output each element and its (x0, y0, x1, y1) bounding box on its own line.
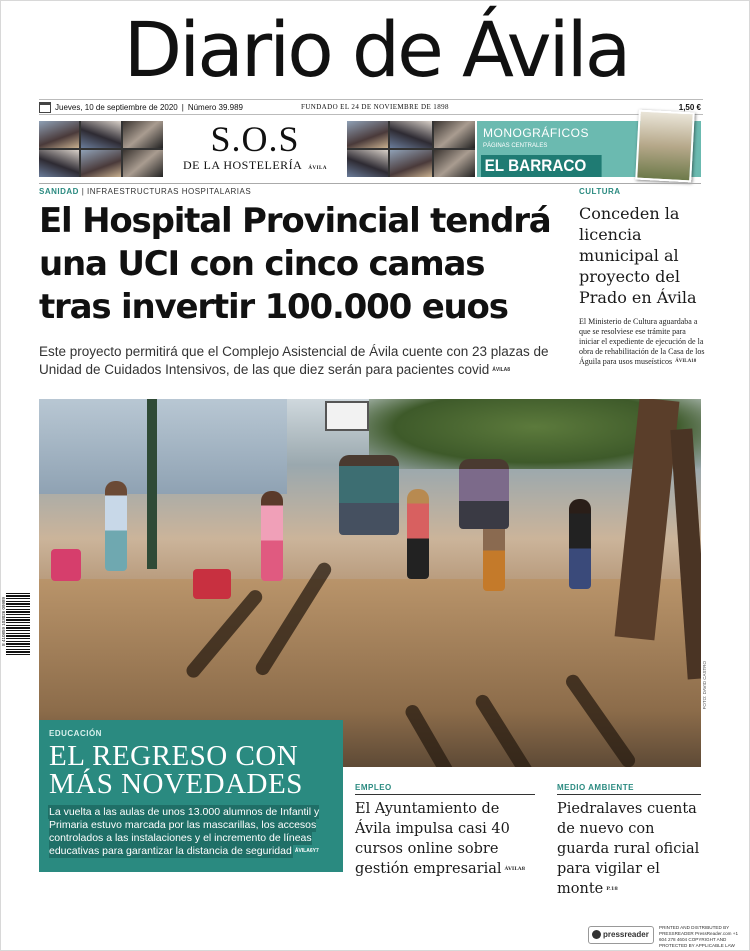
masthead-title: Diario de Ávila (123, 5, 629, 94)
price: 1,50 € (678, 102, 701, 112)
promo-photo-collage-left (39, 121, 163, 177)
child-figure (407, 489, 429, 579)
monograficos-place: EL BARRACO (481, 155, 602, 177)
pressreader-note: PRINTED AND DISTRIBUTED BY PRESSREADER PressReader.com +1 604 278 4604 COPYRIGHT AND PROTECTED BY APPLICABLE LAW (659, 925, 739, 948)
monograficos-promo[interactable] (477, 121, 701, 177)
monograficos-pages: PÁGINAS CENTRALES (483, 143, 548, 149)
dateline: Jueves, 10 de septiembre de 2020 | Número 39.989 FUNDADO EL 24 DE NOVIEMBRE DE 1898 1,50 € (39, 99, 703, 115)
medio-signature: P.18 (606, 886, 618, 892)
main-section: SANIDAD (39, 187, 79, 196)
medio-headline-text: Piedralaves cuenta de nuevo con guarda rural oficial para vigilar el monte (557, 801, 700, 897)
empleo-rule (355, 794, 535, 795)
main-subsection: | INFRAESTRUCTURAS HOSPITALARIAS (81, 187, 252, 196)
main-photo (39, 399, 701, 767)
photo-wall (39, 399, 287, 494)
cultura-body-text: El Ministerio de Cultura aguardaba a que se resolviese ese trámite para iniciar el expediente de ejecución de la obra de rehabilitación de la Casa de los Águila para usos museísticos (579, 317, 705, 366)
issue-number: Número 39.989 (187, 102, 243, 112)
educacion-signature: ÁVILA6Y7 (294, 848, 319, 854)
main-signature: ÁVILA8 (492, 367, 511, 374)
child-figure (105, 481, 127, 571)
main-headline[interactable]: El Hospital Provincial tendrá una UCI con cinco camas tras invertir 100.000 euos (39, 201, 551, 327)
barcode-number: 8 410859 103026 09989 (1, 597, 6, 646)
educacion-body-text: La vuelta a las aulas de unos 13.000 alumnos de Infantil y Primaria estuvo marcada por las mascarillas, los accesos controlados a las instalaciones y el incremento de líneas educativas para garantizar la distancia de seguridad (49, 806, 320, 858)
child-figure (569, 499, 591, 589)
sos-tag: ÁVILA (308, 166, 327, 171)
educacion-section: EDUCACIÓN (49, 729, 102, 738)
rolling-backpack (193, 569, 231, 599)
barcode (6, 593, 30, 657)
founded-line: FUNDADO EL 24 DE NOVIEMBRE DE 1898 (301, 103, 449, 111)
monograficos-title: MONOGRÁFICOS (483, 126, 590, 140)
educacion-headline: EL REGRESO CON MÁS NOVEDADES (49, 740, 303, 800)
basketball-hoop (325, 401, 369, 431)
empleo-headline-text: El Ayuntamiento de Ávila impulsa casi 40 cursos online sobre gestión empresarial (355, 801, 510, 877)
main-section-label (39, 187, 251, 196)
adults-group (339, 455, 399, 535)
monograficos-thumbnail (635, 110, 695, 183)
sos-title: S.O.S (210, 119, 300, 159)
photo-credit: FOTO: DAVID CASTRO (702, 661, 707, 710)
child-figure (261, 491, 283, 581)
promo-banner[interactable] (39, 121, 701, 177)
main-deck (39, 343, 561, 379)
educacion-box[interactable] (39, 720, 343, 872)
empleo-section-label: EMPLEO (355, 783, 392, 792)
issue-date: Jueves, 10 de septiembre de 2020 (55, 102, 178, 112)
medio-rule (557, 794, 701, 795)
educacion-body (49, 806, 339, 858)
rolling-backpack (51, 549, 81, 581)
empleo-headline[interactable] (355, 799, 531, 879)
divider (39, 183, 701, 184)
cultura-signature: ÁVILA10 (675, 359, 697, 365)
building-icon (39, 102, 51, 113)
medio-headline[interactable] (557, 799, 707, 899)
cultura-section-label: CULTURA (579, 187, 621, 196)
cultura-body (579, 317, 705, 367)
cultura-headline[interactable]: Conceden la licencia municipal al proyecto del Prado en Ávila (579, 204, 697, 307)
medio-section-label: MEDIO AMBIENTE (557, 783, 634, 792)
main-deck-text: Este proyecto permitirá que el Complejo Asistencial de Ávila cuente con 23 plazas de Unidad de Cuidados Intensivos, de las que diez serán para pacientes covid (39, 344, 549, 377)
sos-hosteleria-promo (165, 121, 345, 177)
sos-subtitle: DE LA HOSTELERÍA (183, 158, 303, 172)
empleo-signature: ÁVILA8 (504, 866, 526, 872)
promo-photo-collage-right (347, 121, 475, 177)
adults-group (459, 459, 509, 529)
pressreader-logo[interactable]: pressreader (588, 926, 654, 944)
photo-pole (147, 399, 157, 569)
